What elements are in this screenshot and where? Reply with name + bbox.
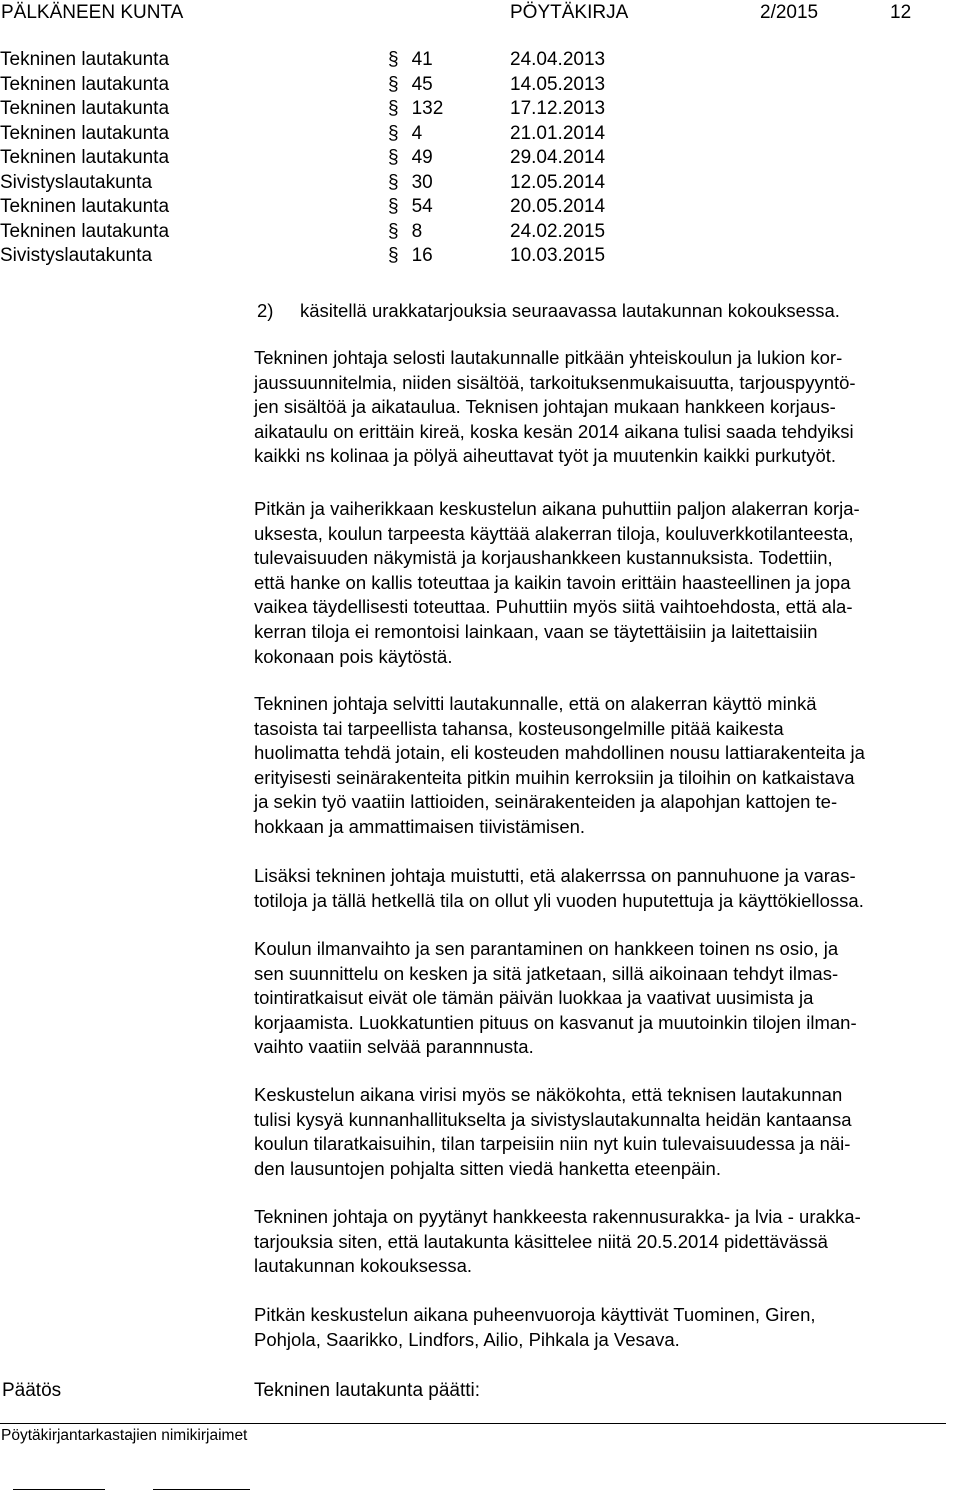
- reference-body: Tekninen lautakunta: [0, 73, 170, 95]
- paragraph-line: koulun tilaratkaisuihin, tilan tarpeisiin niin nyt kuin tulevaisuudessa ja näi-: [254, 1133, 851, 1155]
- initials-label: Pöytäkirjantarkastajien nimikirjaimet: [1, 1427, 248, 1444]
- paragraph-line: den lausuntojen pohjalta sitten viedä hanketta eteenpäin.: [254, 1157, 721, 1179]
- paragraph-line: Keskustelun aikana virisi myös se näkökohta, että teknisen lautakunnan: [254, 1084, 843, 1105]
- paragraph-line: ja sekin työ vaatiin lattioiden, seinärakenteiden ja alapohjan kattojen te-: [254, 791, 838, 813]
- paragraph-line: vaikea täydellisesti toteuttaa. Puhuttiin myös siitä vaihtoehdosta, että ala-: [254, 596, 853, 618]
- section-symbol: §: [388, 196, 399, 217]
- paragraph-line: jaussuunnitelmia, niiden sisältöä, tarkoituksenmukaisuutta, tarjouspyyntö-: [254, 371, 856, 393]
- paragraph-line: Tekninen johtaja selvitti lautakunnalle, että on alakerran käyttö minkä: [254, 693, 817, 714]
- reference-date: 17.12.2013: [510, 98, 606, 119]
- reference-body: Tekninen lautakunta: [0, 49, 170, 70]
- reference-row: [0, 244, 700, 269]
- paragraph-line: jen sisältöä ja aikataulua. Teknisen johtajan mukaan hankkeen korjaus-: [254, 396, 836, 418]
- reference-row: [0, 97, 700, 122]
- paragraph-line: kaikki ns kolinaa ja pölyä aiheuttavat työt ja muutenkin kaikki purkutyöt.: [254, 445, 837, 467]
- page-number: 12: [890, 2, 912, 23]
- reference-section: [388, 122, 422, 146]
- reference-body: Tekninen lautakunta: [0, 147, 170, 168]
- reference-section: [388, 73, 433, 97]
- reference-body: Sivistyslautakunta: [0, 171, 153, 193]
- document-number: 2/2015: [760, 2, 819, 23]
- section-symbol: §: [388, 122, 399, 144]
- paragraph: [254, 1205, 959, 1279]
- paragraph-line: aikataulu on erittäin kireä, koska kesän 2014 aikana tulisi saada tehdyiksi: [254, 420, 854, 442]
- section-number: 41: [411, 49, 433, 70]
- reference-section: [388, 146, 433, 170]
- reference-date: 14.05.2013: [510, 73, 606, 95]
- reference-section: [388, 171, 433, 195]
- section-number: 4: [411, 122, 423, 144]
- paragraph-line: Koulun ilmanvaihto ja sen parantaminen on hankkeen toinen ns osio, ja: [254, 938, 839, 959]
- section-symbol: §: [388, 147, 399, 168]
- paragraph: [254, 497, 959, 669]
- paragraph-line: Lisäksi tekninen johtaja muistutti, etä alakerrssa on pannuhuone ja varas-: [254, 865, 856, 886]
- reference-row: [0, 195, 700, 220]
- reference-body: Tekninen lautakunta: [0, 122, 170, 144]
- reference-body: Tekninen lautakunta: [0, 220, 170, 242]
- paragraph-line: Tekninen johtaja on pyytänyt hankkeesta rakennusurakka- ja lvia - urakka-: [254, 1206, 861, 1227]
- paragraph-line: tulisi kysyä kunnanhallitukselta ja sivistyslautakunnalta heidän kantaansa: [254, 1108, 852, 1130]
- reference-row: [0, 73, 700, 98]
- paragraph-line: hokkaan ja ammattimaisen tiivistämisen.: [254, 815, 586, 837]
- reference-date: 29.04.2014: [510, 147, 606, 168]
- paragraph-line: Pitkän keskustelun aikana puheenvuoroja käyttivät Tuominen, Giren,: [254, 1304, 816, 1325]
- paragraph-line: huolimatta tehdä jotain, eli kosteuden mahdollinen nousu lattiarakenteita ja: [254, 742, 865, 764]
- list-item-text: käsitellä urakkatarjouksia seuraavassa lautakunnan kokouksessa.: [300, 300, 840, 321]
- section-symbol: §: [388, 73, 399, 95]
- reference-body: Tekninen lautakunta: [0, 98, 170, 119]
- section-number: 30: [411, 171, 433, 193]
- section-number: 8: [411, 220, 423, 242]
- reference-date: 10.03.2015: [510, 245, 606, 266]
- initials-line-1: [13, 1489, 105, 1490]
- section-number: 49: [411, 147, 433, 168]
- paragraph-line: tarjouksia siten, että lautakunta käsittelee niitä 20.5.2014 pidettävässä: [254, 1230, 828, 1252]
- section-number: 54: [411, 196, 433, 217]
- paragraph-line: Pohjola, Saarikko, Lindfors, Ailio, Pihkala ja Vesava.: [254, 1328, 680, 1350]
- section-symbol: §: [388, 245, 399, 266]
- reference-row: [0, 146, 700, 171]
- decision-label: Päätös: [2, 1380, 62, 1401]
- list-item-number: 2): [257, 300, 274, 321]
- paragraph-line: uksesta, koulun tarpeesta käyttää alakerran tiloja, kouluverkkotilanteesta,: [254, 522, 854, 544]
- paragraph-line: vaihto vaatiin selvää parannnusta.: [254, 1036, 534, 1058]
- initials-line-2: [153, 1489, 250, 1490]
- reference-section: [388, 97, 443, 121]
- reference-row: [0, 48, 700, 73]
- reference-body: Sivistyslautakunta: [0, 245, 153, 266]
- paragraph-line: sen suunnittelu on kesken ja sitä jatketaan, sillä aikoinaan tehdyt ilmas-: [254, 962, 839, 984]
- paragraph-line: että hanke on kallis toteuttaa ja kaikin tavoin erittäin haasteellinen ja jopa: [254, 571, 851, 593]
- paragraph-line: kerran tiloja ei remontoisi lainkaan, vaan se täytettäisiin ja laitettaisiin: [254, 620, 818, 642]
- reference-row: [0, 220, 700, 245]
- paragraph-line: tulevaisuuden näkymistä ja korjaushankkeen kustannuksista. Todettiin,: [254, 547, 833, 569]
- decision-text: Tekninen lautakunta päätti:: [254, 1380, 481, 1401]
- section-number: 132: [411, 98, 444, 119]
- paragraph: [254, 1303, 959, 1352]
- reference-section: [388, 244, 433, 268]
- paragraph-line: tointiratkaisut eivät ole tämän päivän luokkaa ja vaativat uusimista ja: [254, 987, 814, 1009]
- document-type: PÖYTÄKIRJA: [510, 2, 629, 23]
- section-number: 45: [411, 73, 433, 95]
- reference-date: 24.04.2013: [510, 49, 606, 70]
- reference-section: [388, 195, 433, 219]
- reference-date: 24.02.2015: [510, 220, 606, 242]
- reference-date: 21.01.2014: [510, 122, 606, 144]
- paragraph-line: kokonaan pois käytöstä.: [254, 645, 453, 667]
- paragraph-line: erityisesti seinärakenteita pitkin muihin kerroksiin ja tiloihin on katkaistava: [254, 766, 855, 788]
- paragraph: [254, 692, 959, 840]
- paragraph-line: Tekninen johtaja selosti lautakunnalle pitkään yhteiskoulun ja lukion kor-: [254, 347, 843, 368]
- reference-row: [0, 171, 700, 196]
- section-symbol: §: [388, 171, 399, 193]
- paragraph-line: lautakunnan kokouksessa.: [254, 1255, 473, 1277]
- paragraph: [254, 1083, 959, 1181]
- reference-row: [0, 122, 700, 147]
- reference-date: 12.05.2014: [510, 171, 606, 193]
- paragraph-line: Pitkän ja vaiherikkaan keskustelun aikana puhuttiin paljon alakerran korja-: [254, 498, 860, 519]
- paragraph-line: korjaamista. Luokkatuntien pituus on kasvanut ja muutoinkin tilojen ilman-: [254, 1011, 857, 1033]
- paragraph: [254, 346, 959, 469]
- reference-section: [388, 220, 422, 244]
- reference-section: [388, 48, 433, 72]
- paragraph: [254, 937, 959, 1060]
- paragraph-line: totiloja ja tällä hetkellä tila on ollut yli vuoden huputettuja ja käyttökiellossa.: [254, 889, 864, 911]
- paragraph: [254, 864, 959, 913]
- section-symbol: §: [388, 220, 399, 242]
- section-symbol: §: [388, 49, 399, 70]
- reference-date: 20.05.2014: [510, 196, 606, 217]
- section-symbol: §: [388, 98, 399, 119]
- reference-body: Tekninen lautakunta: [0, 196, 170, 217]
- paragraph-line: tasoista tai tarpeellista tahansa, kosteusongelmille pitää kaikesta: [254, 717, 784, 739]
- footer-divider: [0, 1423, 946, 1424]
- municipality-name: PÄLKÄNEEN KUNTA: [1, 2, 184, 23]
- section-number: 16: [411, 245, 433, 266]
